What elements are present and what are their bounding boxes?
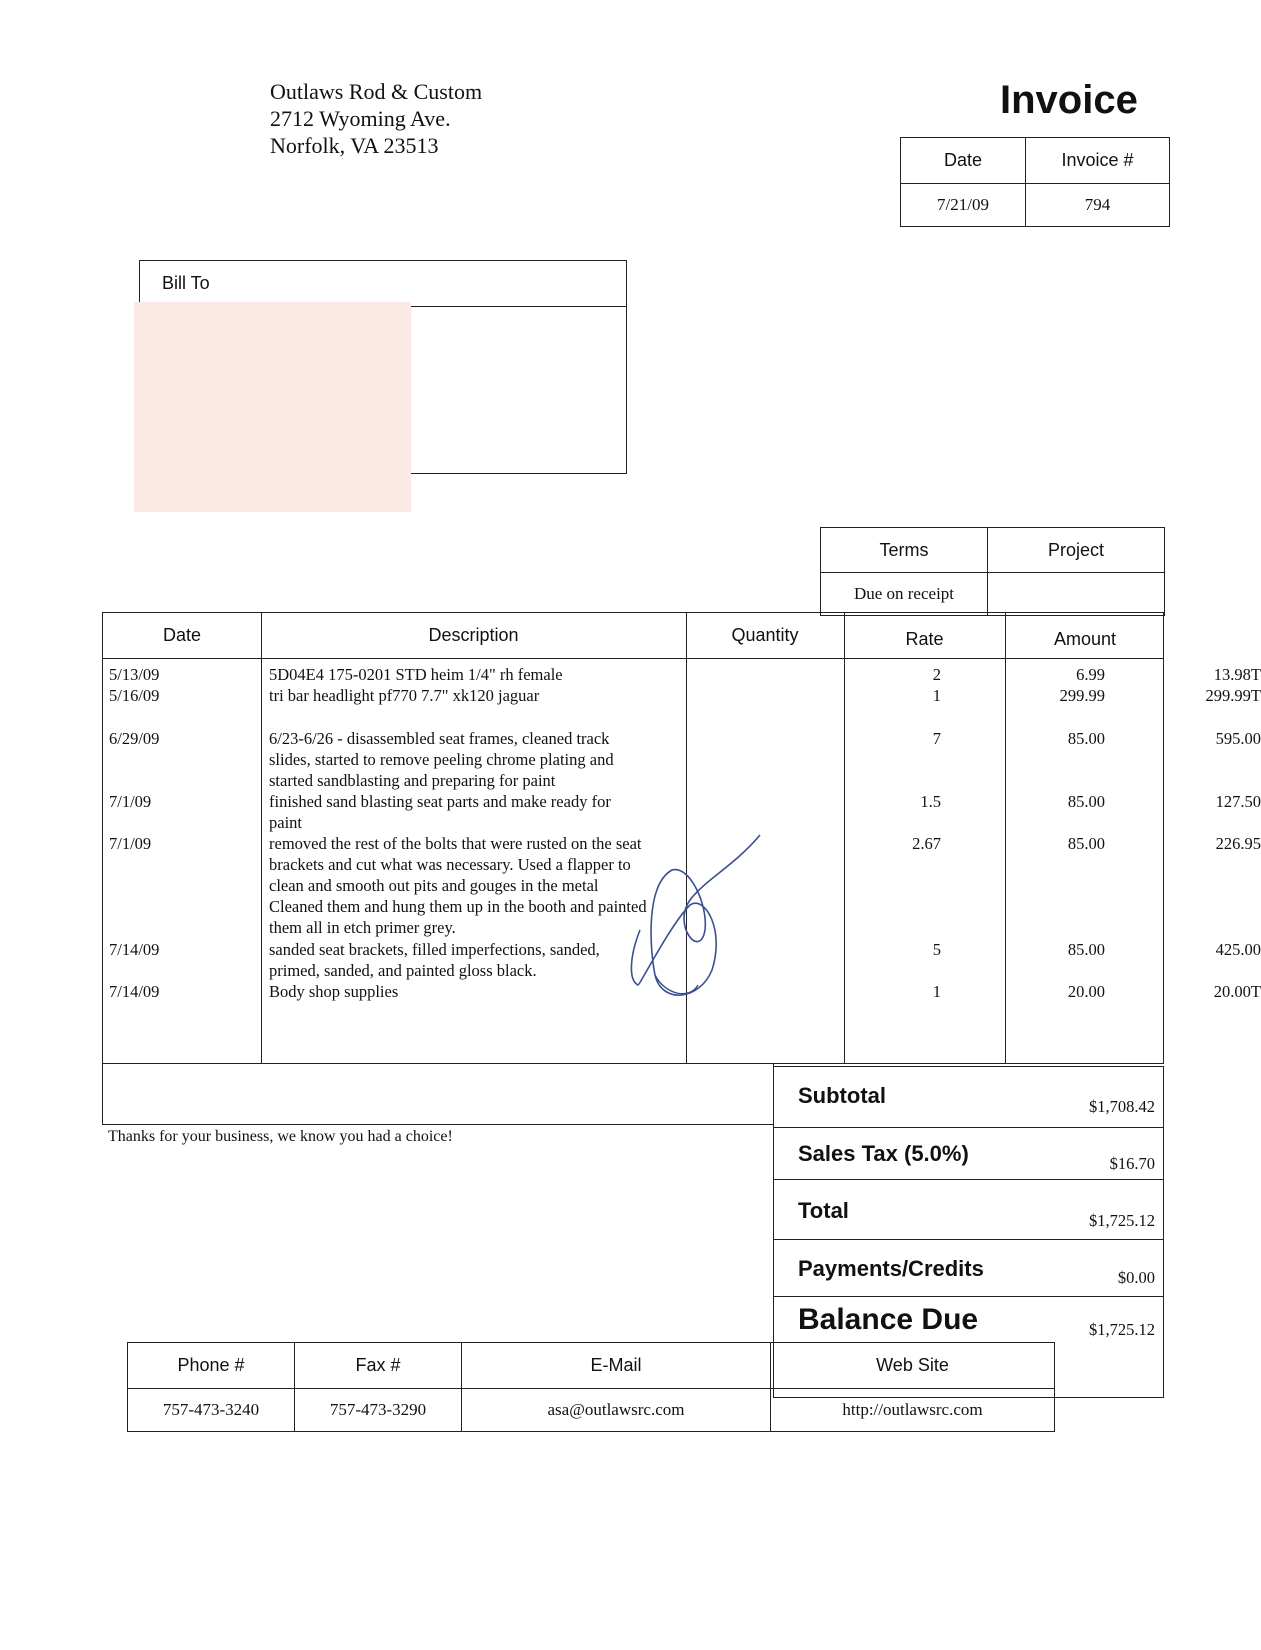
item-date: 5/16/09 <box>109 686 160 705</box>
item-quantity: 1 <box>932 982 941 1001</box>
col-header-quantity: Quantity <box>731 625 799 645</box>
item-amount: 425.00 <box>1215 940 1261 959</box>
col-header-description: Description <box>428 625 519 645</box>
email-header: E-Mail <box>462 1343 771 1389</box>
item-quantity: 2 <box>932 665 941 684</box>
item-description-line: brackets and cut what was necessary. Used a flapper to <box>269 855 631 874</box>
company-address-line2: Norfolk, VA 23513 <box>270 133 439 158</box>
item-rate: 299.99 <box>1059 686 1105 705</box>
item-description-line: sanded seat brackets, filled imperfections, sanded, <box>269 940 600 959</box>
subtotal-value: $1,708.42 <box>1089 1097 1155 1116</box>
item-rate: 6.99 <box>1076 665 1105 684</box>
item-description-line: 6/23-6/26 - disassembled seat frames, cleaned track <box>269 729 610 748</box>
item-amount: 595.00 <box>1215 729 1261 748</box>
terms-header: Terms <box>821 528 988 573</box>
col-header-date: Date <box>162 625 202 645</box>
item-description-line: tri bar headlight pf770 7.7" xk120 jaguar <box>269 686 540 705</box>
invoice-date: 7/21/09 <box>901 184 1026 227</box>
item-description-line: Body shop supplies <box>269 982 399 1001</box>
item-amount: 226.95 <box>1215 834 1261 853</box>
item-amount: 20.00T <box>1213 982 1261 1001</box>
phone-header: Phone # <box>128 1343 295 1389</box>
company-name: Outlaws Rod & Custom <box>270 79 483 104</box>
item-rate: 85.00 <box>1067 940 1105 959</box>
item-quantity: 1 <box>932 686 941 705</box>
project-header: Project <box>988 528 1165 573</box>
item-description-line: finished sand blasting seat parts and make ready for <box>269 792 611 811</box>
item-rate: 85.00 <box>1067 792 1105 811</box>
date-header: Date <box>901 138 1026 184</box>
notes-box <box>102 1063 774 1125</box>
item-date: 5/13/09 <box>109 665 160 684</box>
invoice-number: 794 <box>1026 184 1170 227</box>
payments-value: $0.00 <box>1117 1268 1155 1287</box>
item-quantity: 5 <box>932 940 941 959</box>
terms-value: Due on receipt <box>821 573 988 616</box>
item-description-line: started sandblasting and preparing for paint <box>269 771 556 790</box>
item-description-line: them all in etch primer grey. <box>269 918 456 937</box>
contact-table <box>127 1342 1055 1432</box>
item-amount: 299.99T <box>1205 686 1261 705</box>
email-value: asa@outlawsrc.com <box>462 1389 771 1432</box>
totals-divider <box>774 1239 1163 1240</box>
totals-divider <box>774 1127 1163 1128</box>
website-value: http://outlawsrc.com <box>771 1389 1055 1432</box>
website-header: Web Site <box>771 1343 1055 1389</box>
item-description-line: slides, started to remove peeling chrome plating and <box>269 750 614 769</box>
item-date: 6/29/09 <box>109 729 160 748</box>
item-description-line: primed, sanded, and painted gloss black. <box>269 961 537 980</box>
phone-value: 757-473-3240 <box>128 1389 295 1432</box>
item-date: 7/1/09 <box>109 792 152 811</box>
item-amount: 127.50 <box>1215 792 1261 811</box>
item-rate: 85.00 <box>1067 729 1105 748</box>
item-amount: 13.98T <box>1213 665 1261 684</box>
invoice-title: Invoice <box>1000 78 1138 122</box>
totals-divider <box>774 1179 1163 1180</box>
bill-to-label: Bill To <box>162 273 210 293</box>
subtotal-label: Subtotal <box>798 1083 886 1108</box>
col-header-amount: Amount <box>1053 629 1117 649</box>
item-quantity: 2.67 <box>912 834 941 853</box>
item-date: 7/14/09 <box>109 940 160 959</box>
fax-header: Fax # <box>295 1343 462 1389</box>
totals-divider <box>774 1296 1163 1297</box>
balance-due-label: Balance Due <box>798 1303 979 1336</box>
thank-you-note: Thanks for your business, we know you had a choice! <box>108 1128 453 1145</box>
item-quantity: 7 <box>932 729 941 748</box>
company-address-line1: 2712 Wyoming Ave. <box>270 106 451 131</box>
invoice-number-header: Invoice # <box>1026 138 1170 184</box>
item-description-line: removed the rest of the bolts that were rusted on the seat <box>269 834 642 853</box>
item-quantity: 1.5 <box>920 792 941 811</box>
sales-tax-label: Sales Tax (5.0%) <box>798 1141 969 1166</box>
item-description-line: paint <box>269 813 302 832</box>
fax-value: 757-473-3290 <box>295 1389 462 1432</box>
item-description-line: 5D04E4 175-0201 STD heim 1/4" rh female <box>269 665 563 684</box>
sales-tax-value: $16.70 <box>1109 1154 1155 1173</box>
payments-label: Payments/Credits <box>798 1256 984 1281</box>
total-label: Total <box>798 1198 849 1223</box>
col-header-rate: Rate <box>905 629 944 649</box>
item-date: 7/14/09 <box>109 982 160 1001</box>
item-description-line: clean and smooth out pits and gouges in the metal <box>269 876 599 895</box>
balance-due-value: $1,725.12 <box>1089 1320 1155 1339</box>
total-value: $1,725.12 <box>1089 1211 1155 1230</box>
item-description-line: Cleaned them and hung them up in the booth and painted <box>269 897 647 916</box>
item-date: 7/1/09 <box>109 834 152 853</box>
item-rate: 20.00 <box>1067 982 1105 1001</box>
item-rate: 85.00 <box>1067 834 1105 853</box>
